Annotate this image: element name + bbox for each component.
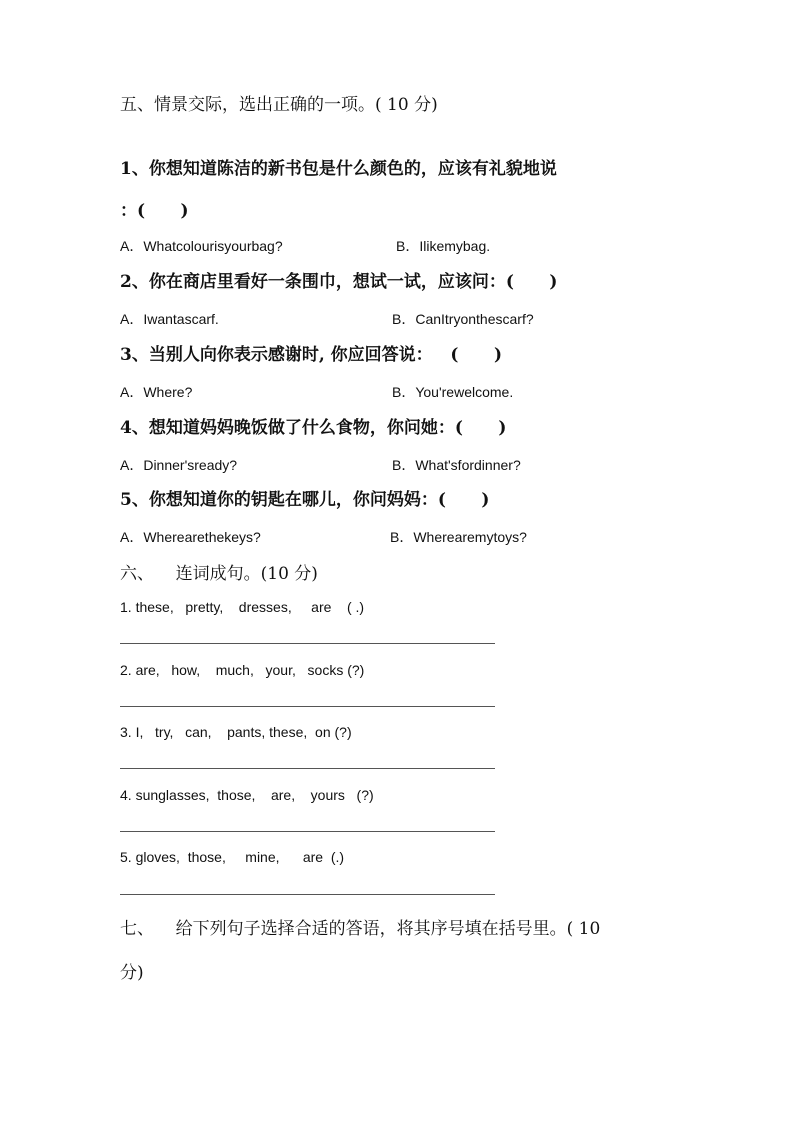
sentence-item-3: 3. I, try, can, pants, these, on (?)	[120, 724, 352, 740]
sentence-item-5: 5. gloves, those, mine, are (.)	[120, 849, 345, 865]
question-1: 1、你想知道陈洁的新书包是什么颜色的，应该有礼貌地说	[120, 159, 557, 179]
question-2-option-a: A．Iwantascarf.	[120, 311, 219, 327]
question-5-option-b: B．Wherearemytoys?	[390, 529, 527, 545]
question-1-option-a: A．Whatcolourisyourbag?	[120, 238, 283, 254]
question-3: 3、当别人向你表示感谢时, 你应回答说： ( )	[120, 345, 503, 365]
section5-title: 五、情景交际，选出正确的一项。( 10 分)	[120, 95, 438, 115]
question-4-option-b: B．What'sfordinner?	[392, 457, 521, 473]
sentence-item-4: 4. sunglasses, those, are, yours (?)	[120, 787, 374, 803]
question-1-blank: ：( )	[120, 201, 189, 221]
section6-title: 六、 连词成句。(10 分)	[120, 564, 318, 584]
question-5: 5、你想知道你的钥匙在哪儿，你问妈妈：( )	[120, 490, 490, 510]
answer-line-4	[120, 831, 495, 832]
sentence-item-1: 1. these, pretty, dresses, are ( .)	[120, 599, 365, 615]
answer-line-2	[120, 706, 495, 707]
sentence-item-2: 2. are, how, much, your, socks (?)	[120, 662, 365, 678]
question-3-option-b: B．You'rewelcome.	[392, 384, 514, 400]
answer-line-5	[120, 894, 495, 895]
question-1-option-b: B．Ilikemybag.	[396, 238, 491, 254]
question-2: 2、你在商店里看好一条围巾，想试一试，应该问：( )	[120, 272, 558, 292]
question-5-option-a: A．Wherearethekeys?	[120, 529, 261, 545]
section7-title-continued: 分)	[120, 963, 144, 983]
question-4-option-a: A．Dinner'sready?	[120, 457, 238, 473]
question-4: 4、想知道妈妈晚饭做了什么食物，你问她：( )	[120, 418, 507, 438]
question-2-option-b: B．CanItryonthescarf?	[392, 311, 534, 327]
question-3-option-a: A．Where?	[120, 384, 193, 400]
answer-line-3	[120, 768, 495, 769]
answer-line-1	[120, 643, 495, 644]
section7-title: 七、 给下列句子选择合适的答语，将其序号填在括号里。( 10	[120, 919, 601, 939]
